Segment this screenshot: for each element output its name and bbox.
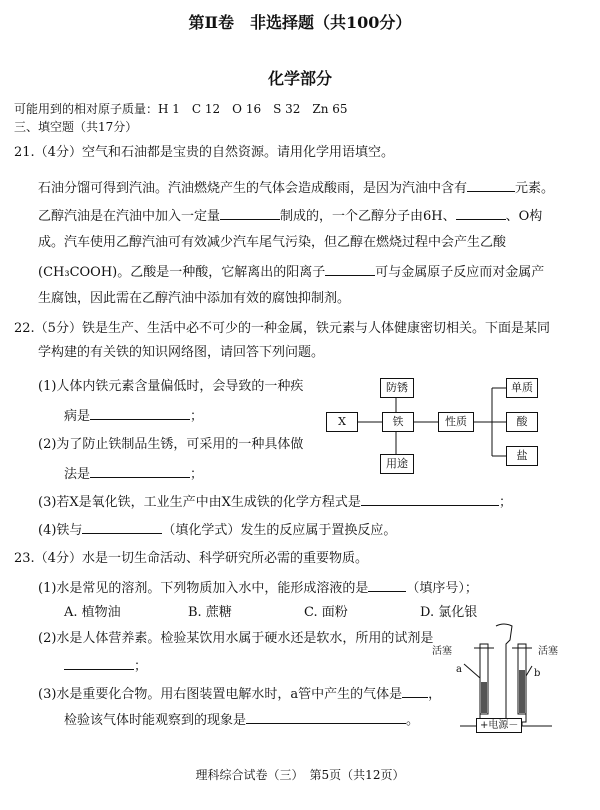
diagram-rust-box: 防锈 (380, 378, 414, 398)
valve-left-label: 活塞 (432, 646, 452, 657)
section-title: 第Ⅱ卷 非选择题（共100分） (188, 13, 412, 32)
diagram-iron-box: 铁 (382, 412, 414, 432)
answer-blank[interactable] (64, 656, 134, 670)
q23-p1 (38, 578, 478, 597)
answer-blank[interactable] (82, 520, 162, 534)
reservoir-funnel (496, 624, 512, 692)
q23-p3b-text: 检验该气体时能观察到的现象是 (64, 713, 247, 728)
water-level-b (519, 670, 525, 713)
q21-line3: 成。汽车使用乙醇汽油可有效减少汽车尾气污染，但乙醇在燃烧过程中会产生乙酸 (38, 235, 507, 250)
power-supply-label: +电源－ (476, 718, 522, 733)
q23-p3a-text: (3)水是重要化合物。用右图装置电解水时，a管中产生的气体是 (38, 687, 403, 702)
q22-p1b (64, 406, 203, 425)
q22-p2b-text: 法是 (64, 467, 91, 482)
tube-a-label: a (456, 664, 462, 675)
q21-header: 21.（4分）空气和石油都是宝贵的自然资源。请用化学用语填空。 (14, 145, 394, 160)
q23-opt-c: C. 面粉 (304, 605, 348, 620)
answer-blank[interactable] (467, 178, 515, 192)
q23-opt-b: B. 蔗糖 (188, 605, 232, 620)
answer-blank[interactable] (220, 206, 280, 220)
q22-p4-text: (4)铁与 (38, 523, 83, 538)
leader-a (464, 664, 480, 678)
q21-line1 (38, 178, 554, 197)
q23-opt-d: D. 氯化银 (420, 605, 478, 620)
answer-blank[interactable] (402, 684, 428, 698)
q21-line2 (38, 206, 542, 225)
q23-header: 23.（4分）水是一切生命活动、科学研究所必需的重要物质。 (14, 551, 368, 566)
q21-line2-end: 、O构 (505, 209, 543, 224)
q23-p3b (64, 710, 419, 729)
q21-line2-mid: 制成的，一个乙醇分子由6H、 (280, 209, 456, 224)
q22-p4 (38, 520, 396, 539)
diagram-property-box: 性质 (438, 412, 474, 432)
diagram-element-box: 单质 (506, 378, 538, 398)
q22-semicolon: ； (190, 409, 204, 424)
q23-p1-text: (1)水是常见的溶剂。下列物质加入水中，能形成溶液的是 (38, 581, 369, 596)
diagram-use-box: 用途 (380, 454, 414, 474)
part3-title: 三、填空题（共17分） (14, 120, 138, 134)
q21-line4-text: (CH₃COOH)。乙酸是一种酸，它解离出的阳离子 (38, 265, 326, 280)
answer-blank[interactable] (325, 262, 375, 276)
tube-b-label: b (534, 668, 541, 679)
q22-semicolon: ； (190, 467, 204, 482)
valve-right-label: 活塞 (538, 646, 558, 657)
q22-p3 (38, 492, 512, 511)
answer-blank[interactable] (368, 578, 406, 592)
diagram-acid-box: 酸 (506, 412, 538, 432)
q22-p2a: (2)为了防止铁制品生锈，可采用的一种具体做 (38, 437, 304, 452)
q22-p4-end: （填化学式）发生的反应属于置换反应。 (162, 523, 397, 538)
q23-comma: ， (428, 687, 442, 702)
q23-opt-a: A. 植物油 (64, 605, 121, 620)
subject-title: 化学部分 (267, 69, 332, 88)
water-level-a (481, 682, 487, 713)
q22-header-2: 学构建的有关铁的知识网络图，请回答下列问题。 (38, 345, 325, 360)
diagram-x-box: X (326, 412, 358, 432)
page-footer: 理科综合试卷（三） 第5页（共12页） (195, 768, 405, 782)
answer-blank[interactable] (246, 710, 406, 724)
diagram-salt-box: 盐 (506, 446, 538, 466)
q23-p2: (2)水是人体营养素。检验某饮用水属于硬水还是软水，所用的试剂是 (38, 631, 434, 646)
q22-p1a: (1)人体内铁元素含量偏低时，会导致的一种疾 (38, 379, 304, 394)
q21-line1-end: 元素。 (515, 181, 555, 196)
q22-header-1: 22.（5分）铁是生产、生活中必不可少的一种金属，铁元素与人体健康密切相关。下面是某同 (14, 321, 550, 336)
q22-p3-text: (3)若X是氧化铁，工业生产中由X生成铁的化学方程式是 (38, 495, 361, 510)
q22-semicolon: ； (498, 495, 512, 510)
q21-line1-text: 石油分馏可得到汽油。汽油燃烧产生的气体会造成酸雨，是因为汽油中含有 (38, 181, 468, 196)
answer-blank[interactable] (456, 206, 506, 220)
q21-line5: 生腐蚀，因此需在乙醇汽油中添加有效的腐蚀抑制剂。 (38, 291, 351, 306)
answer-blank[interactable] (90, 464, 190, 478)
q21-line4 (38, 262, 544, 281)
q21-line4-end: 可与金属原子反应而对金属产 (375, 265, 545, 280)
answer-blank[interactable] (361, 492, 499, 506)
leader-b (526, 666, 532, 676)
q23-p1-end: （填序号）； (406, 581, 478, 596)
q23-p2-blank-line (64, 656, 147, 675)
answer-blank[interactable] (90, 406, 190, 420)
atomic-masses: 可能用到的相对原子质量：H 1 C 12 O 16 S 32 Zn 65 (14, 102, 348, 116)
q21-line2-text: 乙醇汽油是在汽油中加入一定量 (38, 209, 221, 224)
q22-p1b-text: 病是 (64, 409, 91, 424)
q23-period: 。 (406, 713, 420, 728)
q23-semicolon: ； (134, 659, 148, 674)
q23-p3a (38, 684, 441, 703)
q22-p2b (64, 464, 203, 483)
